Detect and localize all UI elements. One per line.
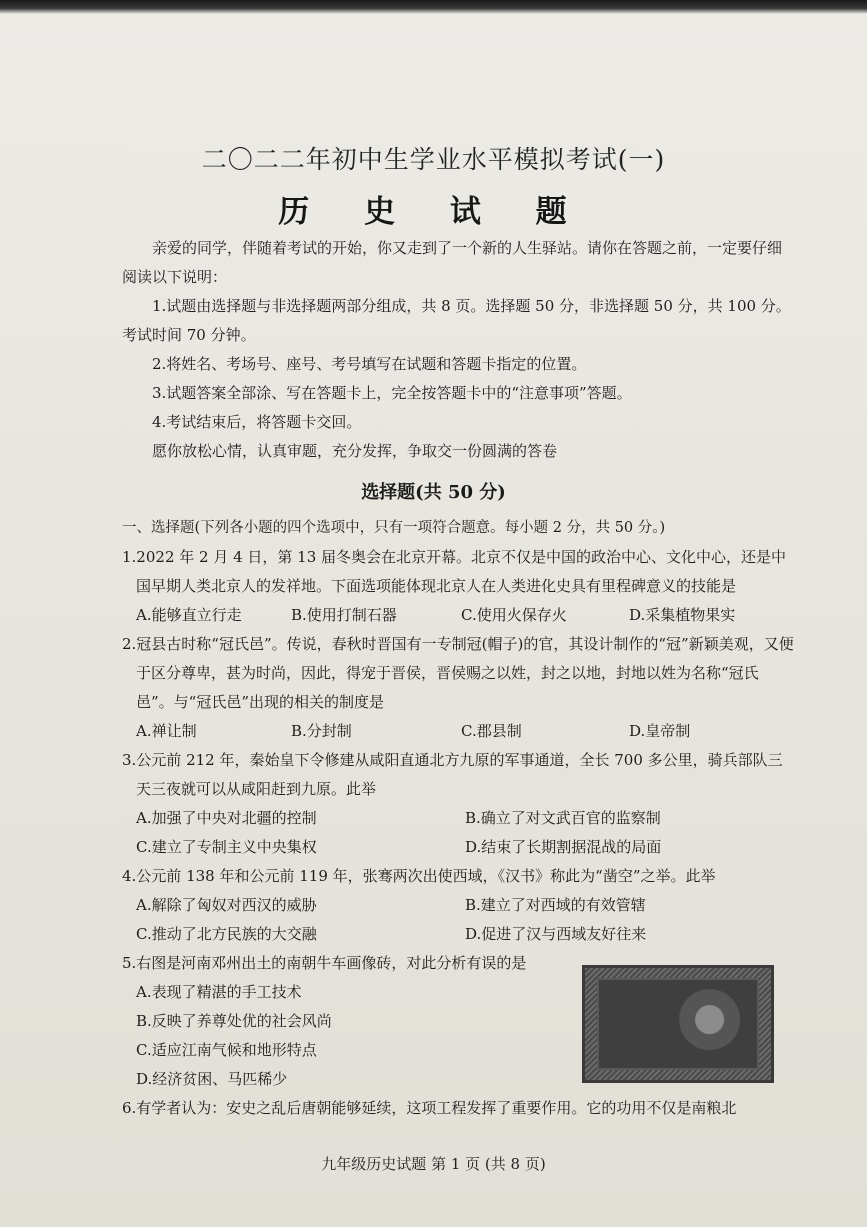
section-title: 选择题(共 50 分) xyxy=(361,482,506,503)
question-3-stem: 3.公元前 212 年，秦始皇下令修建从咸阳直通北方九原的军事通道，全长 700 多公里，骑兵部队三天三夜就可以从咸阳赶到九原。此举 xyxy=(122,751,783,798)
option-c: C.郡县制 xyxy=(461,722,522,740)
option-b: B.分封制 xyxy=(291,722,352,740)
part-header: 一、选择题(下列各小题的四个选项中，只有一项符合题意。每小题 2 分，共 50 分。) xyxy=(122,520,666,536)
option-d: D.结束了长期割据混战的局面 xyxy=(465,838,662,856)
exam-title: 二〇二二年初中生学业水平模拟考试(一) xyxy=(201,145,666,174)
option-d: D.经济贫困、马匹稀少 xyxy=(136,1070,288,1088)
option-a: A.表现了精湛的手工技术 xyxy=(136,983,302,1001)
question-3-options-row-2 xyxy=(122,833,794,862)
question-4-stem: 4.公元前 138 年和公元前 119 年，张骞两次出使西域，《汉书》称此为“凿空”之举。此举 xyxy=(122,867,716,885)
option-a: A.解除了匈奴对西汉的威胁 xyxy=(136,896,317,914)
option-b: B.确立了对文武百官的监察制 xyxy=(465,809,661,827)
instructions xyxy=(122,234,794,466)
option-a: A.禅让制 xyxy=(136,722,197,740)
instructions-wish: 愿你放松心情，认真审题，充分发挥，争取交一份圆满的答卷 xyxy=(152,442,558,460)
question-list xyxy=(122,514,794,1123)
question-1-stem: 1.2022 年 2 月 4 日，第 13 届冬奥会在北京开幕。北京不仅是中国的政治中心、文化中心，还是中国早期人类北京人的发祥地。下面选项能体现北京人在人类进化史具有里程碑意义的技能是 xyxy=(122,548,787,595)
ox-cart-brick-image xyxy=(582,965,774,1083)
question-5 xyxy=(122,949,794,1094)
scan-top-edge xyxy=(0,0,867,14)
option-b: B.建立了对西域的有效管辖 xyxy=(465,896,646,914)
option-b: B.反映了养尊处优的社会风尚 xyxy=(136,1012,332,1030)
question-6-stem: 6.有学者认为：安史之乱后唐朝能够延续，这项工程发挥了重要作用。它的功用不仅是南粮北 xyxy=(122,1099,737,1117)
option-a: A.加强了中央对北疆的控制 xyxy=(136,809,317,827)
option-c: C.适应江南气候和地形特点 xyxy=(136,1041,317,1059)
instruction-item-3: 3.试题答案全部涂、写在答题卡上，完全按答题卡中的“注意事项”答题。 xyxy=(152,384,632,402)
question-2-stem: 2.冠县古时称“冠氏邑”。传说，春秋时晋国有一专制冠(帽子)的官，其设计制作的“冠”新颖美观，又便于区分尊卑，甚为时尚，因此，得宠于晋侯，晋侯赐之以姓，封之以地，封地以姓为名称“冠氏邑”。与“冠氏邑”出现的相关的制度是 xyxy=(122,635,794,711)
instruction-item-2: 2.将姓名、考场号、座号、考号填写在试题和答题卡指定的位置。 xyxy=(152,355,587,373)
subject-title: 历 史 试 题 xyxy=(278,194,589,230)
ox-cart-brick-relief xyxy=(597,978,759,1070)
option-d: D.采集植物果实 xyxy=(629,606,736,624)
option-c: C.建立了专制主义中央集权 xyxy=(136,838,317,856)
instructions-greeting: 亲爱的同学，伴随着考试的开始，你又走到了一个新的人生驿站。请你在答题之前，一定要仔细阅读以下说明： xyxy=(122,239,783,286)
question-2-options xyxy=(122,717,794,746)
option-d: D.皇帝制 xyxy=(629,722,691,740)
option-b: B.使用打制石器 xyxy=(291,606,397,624)
question-5-stem: 5.右图是河南邓州出土的南朝牛车画像砖，对此分析有误的是 xyxy=(122,954,527,972)
question-4-options-row-2 xyxy=(122,920,794,949)
page-footer: 九年级历史试题 第 1 页 (共 8 页) xyxy=(321,1155,546,1173)
option-c: C.推动了北方民族的大交融 xyxy=(136,925,317,943)
instruction-item-4: 4.考试结束后，将答题卡交回。 xyxy=(152,413,362,431)
instruction-item-1: 1.试题由选择题与非选择题两部分组成，共 8 页。选择题 50 分，非选择题 50 分，共 100 分。考试时间 70 分钟。 xyxy=(122,297,791,344)
option-d: D.促进了汉与西域友好往来 xyxy=(465,925,647,943)
question-4-options-row-1 xyxy=(122,891,794,920)
option-c: C.使用火保存火 xyxy=(461,606,567,624)
option-a: A.能够直立行走 xyxy=(136,606,242,624)
question-1-options xyxy=(122,601,794,630)
question-3-options-row-1 xyxy=(122,804,794,833)
